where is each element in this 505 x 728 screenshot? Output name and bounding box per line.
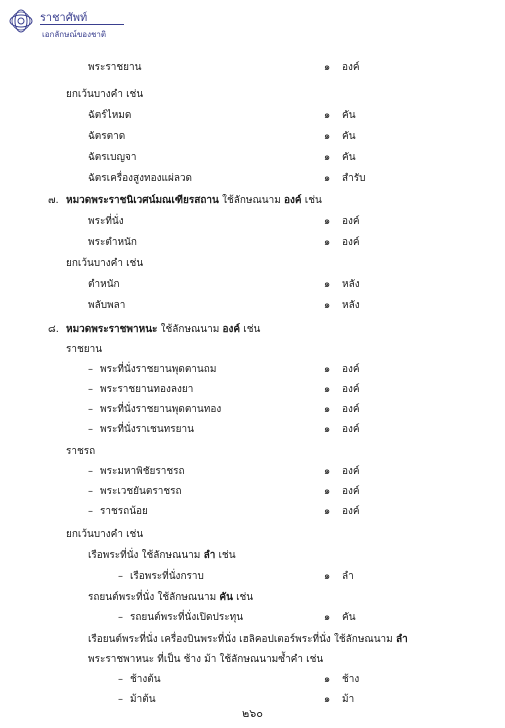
bullet-dash: – xyxy=(88,384,93,395)
entry-count: ๑ xyxy=(323,506,331,517)
entry-text: ตำหนัก xyxy=(88,279,120,290)
entry-classifier: ม้า xyxy=(342,694,355,705)
subsection-classifier: ลำ xyxy=(395,634,408,645)
heading-text: ใช้ลักษณนาม xyxy=(157,324,223,335)
list-item xyxy=(0,213,505,231)
heading-classifier: องค์ xyxy=(222,324,241,335)
entry-count: ๑ xyxy=(323,152,331,163)
entry-classifier: ช้าง xyxy=(342,674,360,685)
entry-count: ๑ xyxy=(323,424,331,435)
entry-text: พระตำหนัก xyxy=(88,237,137,248)
entry-classifier: องค์ xyxy=(342,216,360,227)
heading-title: หมวดพระราชนิเวศน์มณเฑียรสถาน xyxy=(66,195,219,206)
list-item xyxy=(0,107,505,125)
entry-text: พระที่นั่งราชยานพุดตานถม xyxy=(100,364,217,375)
entry-text: พระที่นั่งราเชนทรยาน xyxy=(100,424,194,435)
list-item xyxy=(0,483,505,501)
list-item xyxy=(0,59,505,77)
entry-text: พระมหาพิชัยราชรถ xyxy=(100,466,185,477)
list-item xyxy=(0,341,505,359)
entry-text: ยกเว้นบางคำ เช่น xyxy=(66,529,144,540)
entry-count: ๑ xyxy=(323,300,331,311)
entry-classifier: สำรับ xyxy=(342,173,366,184)
heading-classifier: องค์ xyxy=(284,195,302,206)
bullet-dash: – xyxy=(88,404,93,415)
entry-classifier: หลัง xyxy=(342,300,360,311)
entry-count: ๑ xyxy=(323,404,331,415)
list-item xyxy=(0,589,505,607)
list-item xyxy=(0,381,505,399)
entry-text: ยกเว้นบางคำ เช่น xyxy=(66,89,144,100)
entry-classifier: คัน xyxy=(342,131,356,142)
entry-classifier: องค์ xyxy=(342,384,360,395)
subsection-text xyxy=(88,589,253,607)
bullet-dash: – xyxy=(118,612,123,623)
entry-text: ราชรถน้อย xyxy=(100,506,148,517)
list-item xyxy=(0,443,505,461)
subsection-text xyxy=(88,547,236,565)
header-subtitle: เอกลักษณ์ของชาติ xyxy=(42,30,107,39)
subsection-suffix: เช่น xyxy=(232,592,254,603)
entry-classifier: ลำ xyxy=(342,571,354,582)
entry-count: ๑ xyxy=(323,279,331,290)
bullet-dash: – xyxy=(88,506,93,517)
bullet-dash: – xyxy=(118,571,123,582)
bullet-dash: – xyxy=(118,694,123,705)
entry-classifier: องค์ xyxy=(342,62,360,73)
list-item xyxy=(0,568,505,586)
list-item xyxy=(0,631,505,649)
entry-count: ๑ xyxy=(323,216,331,227)
list-item xyxy=(0,149,505,167)
list-item xyxy=(0,192,505,210)
bullet-dash: – xyxy=(88,364,93,375)
entry-text: ราชรถ xyxy=(66,446,96,457)
entry-classifier: องค์ xyxy=(342,364,360,375)
bullet-dash: – xyxy=(118,674,123,685)
entry-count: ๑ xyxy=(323,674,331,685)
entry-text: พลับพลา xyxy=(88,300,126,311)
subsection-prefix: รถยนต์พระที่นั่ง ใช้ลักษณนาม xyxy=(88,592,220,603)
section-heading xyxy=(66,192,322,210)
header-rule xyxy=(40,24,124,25)
entry-text: ยกเว้นบางคำ เช่น xyxy=(66,258,144,269)
subsection-text xyxy=(88,651,323,669)
entry-classifier: องค์ xyxy=(342,237,360,248)
page-header xyxy=(6,4,126,44)
header-title: ราชาศัพท์ xyxy=(40,11,88,24)
entry-count: ๑ xyxy=(323,612,331,623)
list-item xyxy=(0,609,505,627)
list-item xyxy=(0,651,505,669)
entry-count: ๑ xyxy=(323,131,331,142)
subsection-text xyxy=(88,631,408,649)
list-item xyxy=(0,463,505,481)
entry-text: เรือพระที่นั่งกราบ xyxy=(130,571,204,582)
list-item xyxy=(0,671,505,689)
bullet-dash: – xyxy=(88,486,93,497)
entry-classifier: องค์ xyxy=(342,506,360,517)
subsection-prefix: พระราชพาหนะ ที่เป็น ช้าง ม้า ใช้ลักษณนามซ้ำคำ เช่น xyxy=(88,654,324,665)
subsection-suffix: เช่น xyxy=(215,550,236,561)
list-item xyxy=(0,503,505,521)
entry-count: ๑ xyxy=(323,466,331,477)
entry-text: ม้าต้น xyxy=(130,694,156,705)
subsection-classifier: คัน xyxy=(219,592,233,603)
section-heading xyxy=(66,321,260,339)
list-item xyxy=(0,276,505,294)
list-item xyxy=(0,547,505,565)
list-item xyxy=(0,526,505,544)
entry-count: ๑ xyxy=(323,173,331,184)
list-item xyxy=(0,86,505,104)
entry-classifier: องค์ xyxy=(342,404,360,415)
subsection-prefix: เรือพระที่นั่ง ใช้ลักษณนาม xyxy=(88,550,204,561)
entry-text: พระราชยาน xyxy=(88,62,142,73)
entry-classifier: คัน xyxy=(342,110,356,121)
entry-text: ช้างต้น xyxy=(130,674,161,685)
heading-title: หมวดพระราชพาหนะ xyxy=(66,324,158,335)
bullet-dash: – xyxy=(88,424,93,435)
entry-count: ๑ xyxy=(323,364,331,375)
entry-text: ฉัตร์ไหมด xyxy=(88,110,132,121)
subsection-prefix: เรือยนต์พระที่นั่ง เครื่องบินพระที่นั่ง เฮลิคอปเตอร์พระที่นั่ง ใช้ลักษณนาม xyxy=(88,634,396,645)
heading-text: ใช้ลักษณนาม xyxy=(218,195,285,206)
entry-classifier: องค์ xyxy=(342,424,360,435)
bullet-dash: – xyxy=(88,466,93,477)
entry-count: ๑ xyxy=(323,62,331,73)
entry-count: ๑ xyxy=(323,486,331,497)
entry-classifier: องค์ xyxy=(342,466,360,477)
lotus-logo-icon xyxy=(6,6,36,36)
list-item xyxy=(0,128,505,146)
section-number: ๗. xyxy=(48,195,59,206)
entry-classifier: คัน xyxy=(342,152,356,163)
entry-count: ๑ xyxy=(323,110,331,121)
heading-suffix: เช่น xyxy=(240,324,261,335)
entry-text: พระที่นั่งราชยานพุดตานทอง xyxy=(100,404,222,415)
entry-classifier: คัน xyxy=(342,612,356,623)
entry-count: ๑ xyxy=(323,694,331,705)
entry-text: พระที่นั่ง xyxy=(88,216,124,227)
entry-classifier: องค์ xyxy=(342,486,360,497)
entry-count: ๑ xyxy=(323,237,331,248)
entry-text: ฉัตรตาด xyxy=(88,131,126,142)
list-item xyxy=(0,297,505,315)
entry-count: ๑ xyxy=(323,384,331,395)
list-item xyxy=(0,361,505,379)
entry-text: ฉัตรเบญจา xyxy=(88,152,137,163)
list-item xyxy=(0,321,505,339)
section-number: ๘. xyxy=(48,324,59,335)
entry-text: พระราชยานทองลงยา xyxy=(100,384,194,395)
subsection-classifier: ลำ xyxy=(203,550,216,561)
entry-count: ๑ xyxy=(323,571,331,582)
list-item xyxy=(0,234,505,252)
entry-text: พระเวชยันตราชรถ xyxy=(100,486,182,497)
heading-suffix: เช่น xyxy=(301,195,322,206)
entry-classifier: หลัง xyxy=(342,279,360,290)
entry-text: ราชยาน xyxy=(66,344,103,355)
entry-text: ฉัตรเครื่องสูงทองแผ่ลวด xyxy=(88,173,193,184)
list-item xyxy=(0,255,505,273)
entry-text: รถยนต์พระที่นั่งเปิดประทุน xyxy=(130,612,244,623)
list-item xyxy=(0,401,505,419)
list-item xyxy=(0,170,505,188)
page-number: ๒๖๐ xyxy=(242,707,263,720)
list-item xyxy=(0,421,505,439)
